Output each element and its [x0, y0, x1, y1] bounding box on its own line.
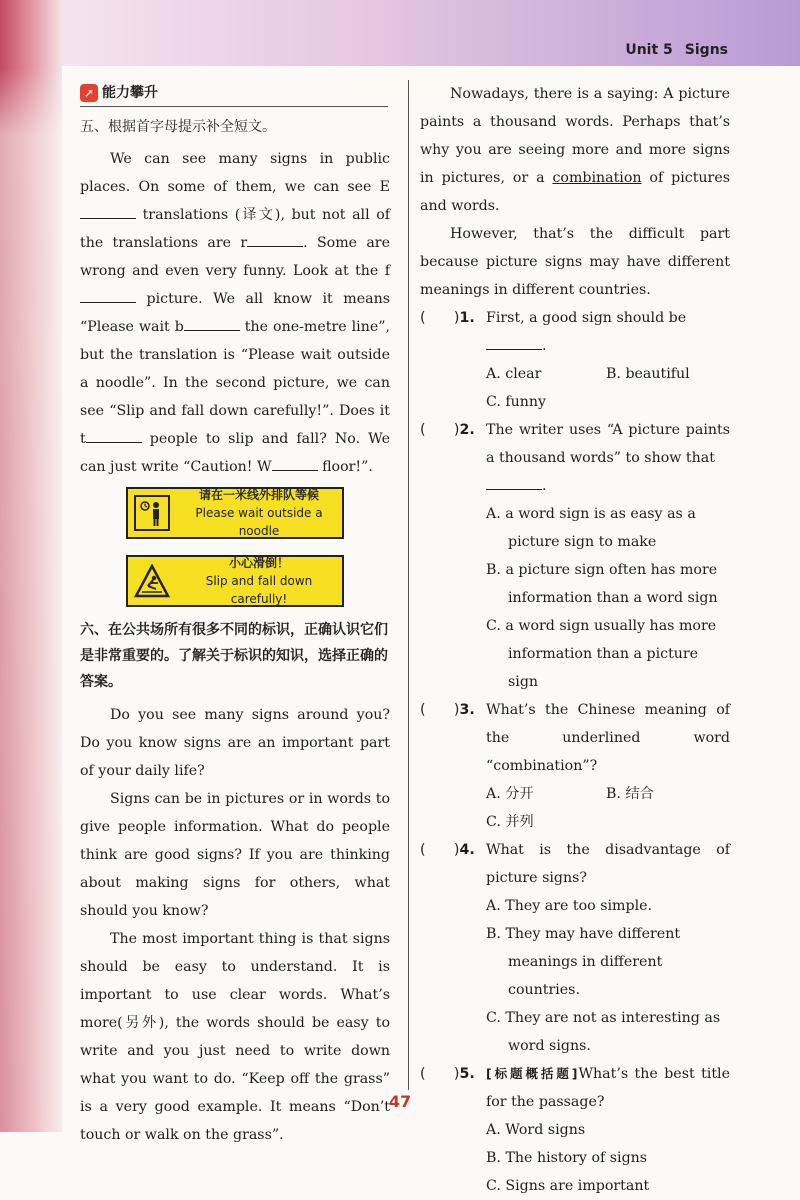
question-stem: The writer uses “A picture paints a thousand words” to show that .: [486, 422, 730, 494]
option-c[interactable]: C. 并列: [486, 814, 534, 830]
question-number: 5.: [459, 1066, 475, 1082]
queue-sign-text: [176, 486, 342, 540]
person-waiting-icon: [134, 495, 170, 531]
paren-text: ( ): [420, 702, 460, 718]
question-4: [420, 836, 730, 1060]
cloze-text: . Some are wrong and even very funny. Look at the f: [80, 235, 390, 279]
question-number: 3.: [459, 702, 475, 718]
answer-paren[interactable]: [420, 416, 486, 500]
answer-paren[interactable]: [420, 836, 486, 892]
page-number: 47: [388, 1092, 412, 1111]
running-header: [625, 42, 728, 58]
option-a[interactable]: A. clear: [486, 366, 542, 382]
option-b[interactable]: B. a picture sign often has more information than a word sign: [486, 562, 718, 606]
option-a[interactable]: A. Word signs: [486, 1122, 586, 1138]
blank-5[interactable]: [86, 428, 142, 443]
section-title: 能力攀升: [102, 85, 158, 101]
right-column: [420, 80, 730, 1200]
question-1: [420, 304, 730, 416]
stem-text: The writer uses “A picture paints a thousand words” to show that: [486, 422, 730, 466]
stem-text: What’s the best title for the passage?: [486, 1066, 730, 1110]
passage-paragraph-5: However, that’s the difficult part because picture signs may have different meanings in different countries.: [420, 226, 730, 298]
passage-paragraph-3: The most important thing is that signs should be easy to understand. It is important to use clear words. What’s more(另外), the words should be easy to write and you just need to write down what you want to do. “Keep off the grass” is a very good example. It means “Don’t touch or walk on the grass”.: [80, 931, 390, 1143]
cloze-text: floor!”.: [317, 459, 373, 475]
options-row: [420, 780, 730, 808]
unit-title: Signs: [684, 42, 728, 58]
option-c[interactable]: C. funny: [486, 394, 547, 410]
options-row: [420, 360, 730, 388]
question-number: 1.: [459, 310, 475, 326]
option-b[interactable]: B. The history of signs: [486, 1150, 648, 1166]
underlined-word: combination: [552, 170, 642, 186]
passage-paragraph-1: Do you see many signs around you? Do you know signs are an important part of your daily life?: [80, 707, 390, 779]
paragraph-text: of pictures and words.: [420, 170, 730, 214]
queue-sign-chinese: 请在一米线外排队等候: [198, 488, 319, 502]
slip-sign: [126, 555, 344, 607]
paren-text: ( ): [420, 1066, 460, 1082]
option-b[interactable]: B. 结合: [606, 786, 654, 802]
paragraph-text: Nowadays, there is a saying: A picture paints a thousand words. Perhaps that’s why you are seeing more and more signs in pictures, or a: [420, 86, 730, 186]
option-c[interactable]: C. They are not as interesting as word signs.: [486, 1010, 721, 1054]
question-5: [420, 1060, 730, 1200]
slip-warning-icon: [134, 563, 170, 599]
answer-paren[interactable]: [420, 696, 486, 780]
cloze-text: the one-metre line”, but the translation is “Please wait outside a noodle”. In the second picture, we can see “Slip and fall down carefully!”. Does it t: [80, 319, 391, 447]
slip-sign-chinese: 小心滑倒！: [228, 556, 289, 570]
option-a[interactable]: A. 分开: [486, 786, 534, 802]
cloze-text: We can see many signs in public places. On some of them, we can see E: [80, 151, 390, 195]
section-header: [80, 80, 388, 107]
paren-text: ( ): [420, 842, 460, 858]
cloze-text: picture. We all know it means “Please wait b: [80, 291, 390, 335]
unit-label: Unit 5: [625, 42, 673, 58]
question-type-tag: [标题概括题]: [486, 1066, 579, 1081]
option-b[interactable]: B. They may have different meanings in different countries.: [486, 926, 681, 998]
exercise-5-title: 五、根据首字母提示补全短文。: [80, 119, 276, 135]
cloze-text: translations (译文), but not all of the translations are r: [80, 207, 390, 251]
answer-blank[interactable]: [486, 335, 542, 350]
slip-sign-text: [176, 554, 342, 608]
option-c[interactable]: C. Signs are important: [486, 1178, 650, 1194]
blank-3[interactable]: [80, 288, 136, 303]
blank-6[interactable]: [272, 456, 318, 471]
cloze-text: people to slip and fall? No. We can just write “Caution! W: [80, 431, 390, 475]
paren-text: ( ): [420, 422, 460, 438]
question-2: [420, 416, 730, 696]
question-stem: What is the disadvantage of picture signs?: [486, 842, 730, 886]
blank-2[interactable]: [247, 232, 303, 247]
option-a[interactable]: A. a word sign is as easy as a picture sign to make: [486, 506, 696, 550]
question-stem: First, a good sign should be .: [486, 310, 687, 354]
left-column: [80, 80, 390, 1149]
stem-text: First, a good sign should be: [486, 310, 687, 326]
spine-shade: [0, 0, 62, 1132]
paren-text: ( ): [420, 310, 460, 326]
answer-blank[interactable]: [486, 475, 542, 490]
column-divider: [408, 80, 409, 1090]
queue-sign: [126, 487, 344, 539]
blank-4[interactable]: [184, 316, 240, 331]
blank-1[interactable]: [80, 204, 136, 219]
slip-sign-english: Slip and fall down carefully!: [205, 574, 313, 606]
queue-sign-english: Please wait outside a noodle: [195, 506, 323, 538]
passage-paragraph-4: [420, 80, 730, 220]
answer-paren[interactable]: [420, 304, 486, 360]
question-stem: What’s the Chinese meaning of the underlined word “combination”?: [486, 702, 730, 774]
passage-paragraph-2: Signs can be in pictures or in words to give people information. What do people think are good signs? If you are thinking about making signs for others, what should you know?: [80, 791, 390, 919]
rocket-icon: ➚: [80, 84, 98, 102]
question-number: 4.: [459, 842, 475, 858]
question-number: 2.: [459, 422, 475, 438]
option-a[interactable]: A. They are too simple.: [486, 898, 653, 914]
option-b[interactable]: B. beautiful: [606, 366, 690, 382]
cloze-passage: [80, 145, 390, 481]
question-3: [420, 696, 730, 836]
exercise-6-title: 六、在公共场所有很多不同的标识，正确认识它们是非常重要的。了解关于标识的知识，选择正确的答案。: [80, 622, 388, 690]
option-c[interactable]: C. a word sign usually has more information than a picture sign: [486, 618, 717, 690]
